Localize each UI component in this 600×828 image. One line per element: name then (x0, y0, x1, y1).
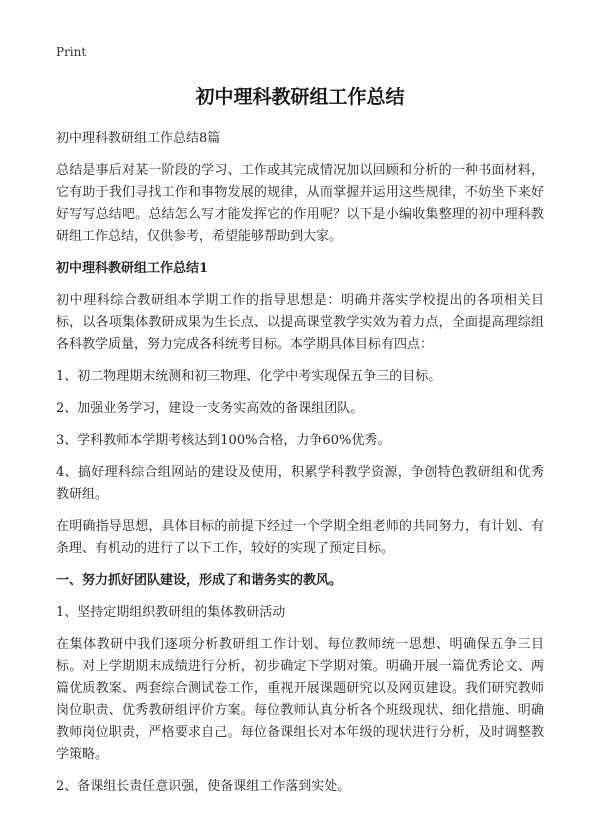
page-title: 初中理科教研组工作总结 (195, 86, 405, 108)
paragraph-goal-4: 4、搞好理科综合组网站的建设及使用，积累学科教学资源，争创特色教研组和优秀教研组。 (56, 465, 544, 502)
paragraph-item-1: 1、坚持定期组织教研组的集体教研活动 (56, 605, 286, 620)
paragraph-guiding-idea: 初中理科综合教研组本学期工作的指导思想是：明确并落实学校提出的各项相关目标，以各项集体教研成果为生长点、以提高课堂教学实效为着力点，全面提高理综组各科教学质量，努力完成各科统考目标。本学期具体目标有四点： (56, 293, 544, 352)
print-link[interactable]: Print (56, 45, 87, 59)
intro-paragraph: 总结是事后对某一阶段的学习、工作或其完成情况加以回顾和分析的一种书面材料，它有助于我们寻找工作和事物发展的规律，从而掌握并运用这些规律，不妨坐下来好好写写总结吧。总结怎么写才能发挥它的作用呢？以下是小编收集整理的初中理科教研组工作总结，仅供参考，希望能够帮助到大家。 (56, 163, 544, 244)
paragraph-collective-research: 在集体教研中我们逐项分析教研组工作计划、每位教师统一思想、明确保五争三目标。对上学期期末成绩进行分析，初步确定下学期对策。明确开展一篇优秀论文、两篇优质教案、两套综合测试卷工作，重视开展课题研究以及网页建设。我们研究教师岗位职责、优秀教研组评价方案。每位教师认真分析各个班级现状、细化措施、明确教师岗位职责，严格要求自己。每位备课组长对本年级的现状进行分析，及时调整教学策略。 (56, 637, 544, 762)
paragraph-goal-1: 1、初二物理期末统测和初三物理、化学中考实现保五争三的目标。 (56, 369, 442, 384)
paragraph-goal-3: 3、学科教师本学期考核达到100%合格，力争60%优秀。 (56, 433, 391, 448)
paragraph-item-2: 2、备课组长责任意识强，使备课组工作落到实处。 (56, 779, 351, 794)
section-heading-1: 初中理科教研组工作总结1 (56, 261, 209, 276)
document-subtitle: 初中理科教研组工作总结8篇 (56, 131, 221, 146)
paragraph-summary: 在明确指导思想，具体目标的前提下经过一个学期全组老师的共同努力，有计划、有条理、有机动的进行了以下工作，较好的实现了预定目标。 (56, 519, 544, 556)
section-heading-2: 一、努力抓好团队建设，形成了和谐务实的教风。 (56, 573, 343, 588)
paragraph-goal-2: 2、加强业务学习，建设一支务实高效的备课组团队。 (56, 401, 364, 416)
